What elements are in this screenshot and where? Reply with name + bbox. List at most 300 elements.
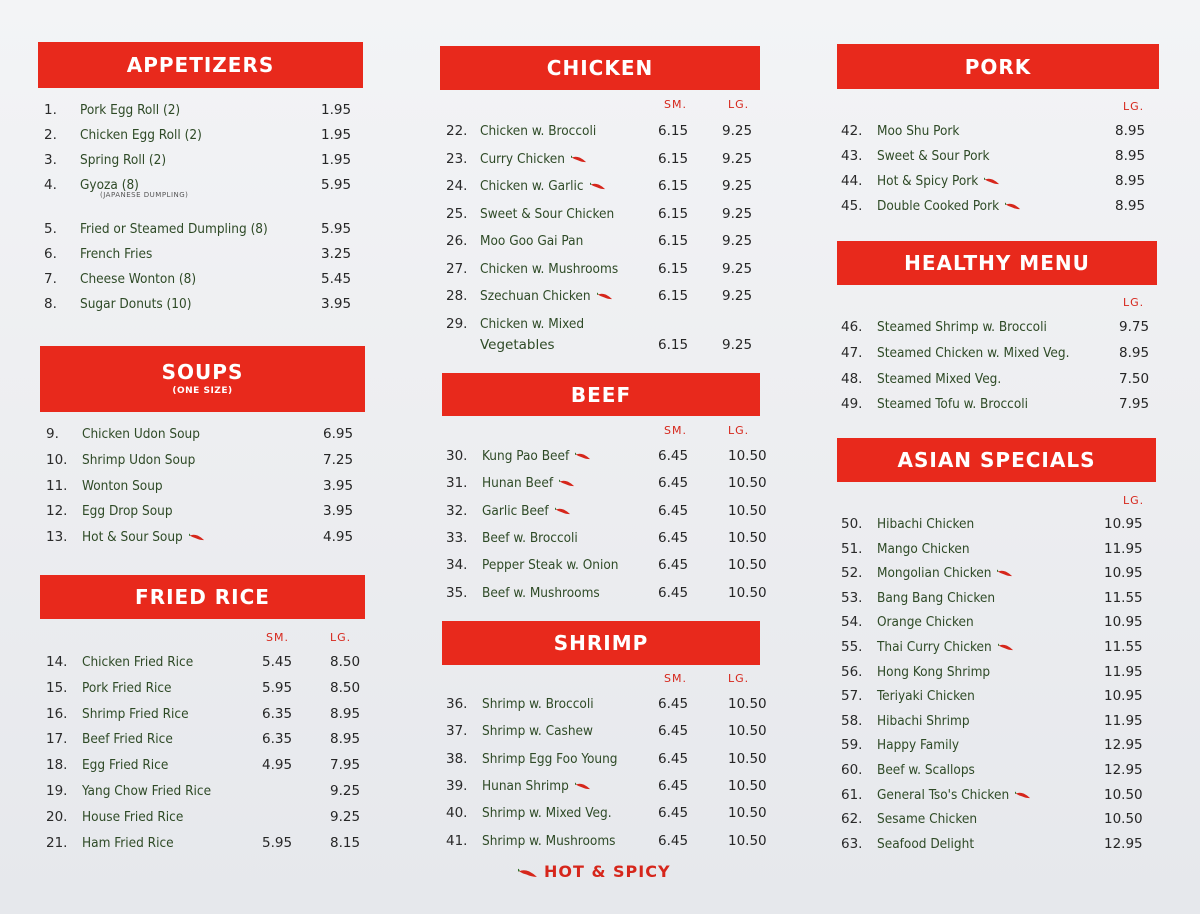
item-number: 7.	[44, 271, 57, 287]
item-name-text: Orange Chicken	[877, 614, 974, 631]
item-number: 30.	[446, 448, 468, 464]
item-price-small: 4.95	[262, 757, 293, 774]
menu-item-row	[44, 294, 356, 314]
item-name	[877, 196, 1021, 216]
beef-banner	[442, 373, 760, 416]
menu-item-row	[44, 219, 356, 239]
menu-item-row	[46, 501, 358, 521]
item-price-small: 6.35	[262, 731, 293, 748]
asian-title: ASIAN SPECIALS	[897, 448, 1096, 472]
item-name-text: Teriyaki Chicken	[877, 688, 975, 705]
item-price-small: 6.45	[658, 723, 689, 740]
item-price-large: 9.25	[722, 150, 753, 167]
item-price-large: 10.50	[728, 696, 767, 712]
hot-pepper-icon	[597, 292, 613, 300]
hot-pepper-icon	[997, 569, 1013, 577]
item-number: 19.	[46, 783, 68, 799]
menu-item-row	[841, 637, 1153, 657]
healthy-lg-header: LG.	[1123, 296, 1145, 309]
menu-item-row	[446, 446, 767, 466]
item-name	[877, 369, 1001, 389]
item-name-text: Hunan Shrimp	[482, 777, 569, 794]
item-number: 60.	[841, 762, 863, 778]
menu-item-row	[46, 704, 361, 724]
item-price-small: 6.45	[658, 502, 689, 519]
item-name-text: Chicken Udon Soup	[82, 426, 200, 442]
menu-item-row	[446, 501, 767, 521]
asian-section	[837, 438, 1156, 852]
asian-banner	[837, 438, 1156, 482]
item-name	[480, 149, 587, 169]
menu-item-row	[44, 150, 356, 170]
menu-item-row	[841, 785, 1153, 805]
item-name-text: Pepper Steak w. Onion	[482, 557, 619, 574]
item-name	[877, 612, 974, 632]
item-price: 7.95	[1119, 396, 1150, 413]
item-number: 63.	[841, 835, 863, 852]
fried-rice-lg-header: LG.	[330, 631, 352, 644]
item-number: 54.	[841, 614, 863, 631]
item-number: 11.	[46, 477, 68, 494]
menu-item-row	[446, 149, 754, 169]
item-name	[82, 476, 163, 496]
item-price-large: 10.50	[728, 502, 767, 519]
item-name-text: Hong Kong Shrimp	[877, 663, 991, 680]
menu-item-row	[841, 563, 1153, 583]
hot-pepper-icon	[1015, 791, 1031, 799]
item-name	[877, 563, 1013, 583]
item-name	[480, 121, 596, 141]
item-name-text: Wonton Soup	[82, 477, 163, 494]
item-note: (JAPANESE DUMPLING)	[100, 191, 189, 199]
item-price: 12.95	[1104, 835, 1143, 852]
item-name-text: Chicken w. Broccoli	[480, 123, 597, 139]
item-name	[482, 528, 578, 548]
menu-item-row	[841, 588, 1153, 608]
item-name	[82, 833, 174, 853]
item-price: 10.95	[1104, 516, 1143, 532]
item-name	[482, 803, 612, 823]
item-name-text: Beef w. Broccoli	[482, 529, 578, 546]
item-name-text: Steamed Shrimp w. Broccoli	[877, 319, 1047, 335]
item-name-text: Chicken Fried Rice	[82, 654, 194, 670]
hot-pepper-icon	[575, 452, 591, 460]
item-price-large: 8.95	[330, 705, 361, 722]
item-name-text: Shrimp w. Broccoli	[482, 696, 594, 712]
appetizers-title: APPETIZERS	[126, 53, 275, 77]
item-number: 33.	[446, 529, 468, 546]
item-number: 9.	[46, 426, 59, 442]
shrimp-lg-header: LG.	[728, 672, 750, 685]
menu-item-row	[46, 424, 358, 444]
menu-item-row	[44, 244, 356, 264]
menu-item-row	[841, 760, 1153, 780]
item-name-text: Steamed Mixed Veg.	[877, 370, 1002, 387]
item-number: 1.	[44, 102, 57, 118]
item-price-small: 6.45	[658, 777, 689, 794]
item-name-text: Szechuan Chicken	[480, 288, 591, 304]
shrimp-sm-header: SM.	[664, 672, 687, 685]
item-price-small: 6.45	[658, 750, 689, 767]
item-price-small: 6.15	[658, 233, 689, 249]
item-price-large: 10.50	[728, 584, 767, 601]
item-name-text: Mongolian Chicken	[877, 565, 992, 582]
item-number: 51.	[841, 540, 863, 557]
menu-item-row	[46, 678, 361, 698]
item-number: 16.	[46, 705, 68, 722]
menu-item-row	[46, 781, 361, 801]
item-name-text: Chicken w. Mushrooms	[480, 260, 619, 277]
item-name	[482, 501, 571, 521]
item-price-small: 6.35	[262, 705, 293, 722]
menu-item-row	[446, 694, 767, 714]
healthy-section	[837, 241, 1157, 413]
item-name-text: Garlic Beef	[482, 502, 549, 519]
item-number: 53.	[841, 589, 863, 606]
shrimp-section	[442, 621, 767, 849]
item-name	[480, 231, 583, 251]
item-number: 62.	[841, 811, 863, 828]
item-name	[80, 294, 191, 314]
menu-item-row	[841, 343, 1153, 363]
item-number: 4.	[44, 177, 57, 193]
item-price-large: 8.15	[330, 834, 361, 851]
item-name-text: Cheese Wonton (8)	[80, 271, 197, 287]
item-name-text: Spring Roll (2)	[80, 152, 167, 168]
item-name-text: Chicken w. Mixed	[480, 315, 585, 332]
item-name	[480, 314, 584, 334]
hot-pepper-icon	[571, 155, 587, 163]
item-price: 3.95	[323, 503, 354, 520]
item-number: 24.	[446, 178, 468, 194]
item-price-small: 6.45	[658, 584, 689, 601]
item-name-text: Hot & Sour Soup	[82, 529, 183, 546]
item-price: 3.95	[321, 296, 352, 312]
item-price-large: 10.50	[728, 723, 767, 740]
item-name	[877, 539, 970, 559]
item-price-small: 6.45	[658, 529, 689, 546]
chicken-banner	[440, 46, 760, 90]
item-number: 29.	[446, 315, 468, 332]
item-number: 28.	[446, 288, 468, 304]
item-price: 3.95	[323, 477, 354, 494]
item-name	[877, 834, 974, 854]
item-name	[482, 583, 600, 603]
item-price-small: 6.15	[658, 123, 689, 139]
fried-rice-title: FRIED RICE	[135, 585, 270, 609]
menu-item-row	[46, 450, 358, 470]
healthy-title: HEALTHY MENU	[904, 251, 1090, 275]
item-price: 8.95	[1119, 344, 1150, 361]
item-number: 22.	[446, 123, 468, 139]
item-name-text: Happy Family	[877, 737, 960, 754]
item-number: 50.	[841, 516, 863, 532]
item-name-text: Fried or Steamed Dumpling (8)	[80, 221, 268, 237]
item-number: 32.	[446, 502, 468, 519]
appetizers-section	[38, 42, 363, 312]
menu-item-row	[446, 721, 767, 741]
item-price-large: 10.50	[728, 529, 767, 546]
item-name	[82, 807, 183, 827]
hot-pepper-icon	[189, 533, 205, 541]
item-name-text: Moo Goo Gai Pan	[480, 233, 584, 249]
item-price: 10.50	[1104, 811, 1143, 828]
item-number: 2.	[44, 127, 57, 143]
item-price-large: 10.50	[728, 475, 767, 492]
item-number: 55.	[841, 639, 863, 655]
item-number: 56.	[841, 663, 863, 680]
appetizers-banner	[38, 42, 363, 88]
menu-item-row	[841, 612, 1153, 632]
fried-rice-sm-header: SM.	[266, 631, 289, 644]
item-number: 46.	[841, 319, 863, 335]
menu-item-row	[46, 476, 358, 496]
item-name-text: Shrimp w. Cashew	[482, 723, 593, 740]
menu-item-row	[44, 100, 356, 120]
item-number: 23.	[446, 150, 468, 167]
item-name-text: Moo Shu Pork	[877, 123, 960, 139]
item-name-text: Beef w. Mushrooms	[482, 584, 600, 601]
item-number: 57.	[841, 688, 863, 705]
item-name	[877, 146, 990, 166]
item-name-text: Kung Pao Beef	[482, 448, 570, 464]
menu-item-row	[446, 803, 767, 823]
item-number: 36.	[446, 696, 468, 712]
item-name	[482, 473, 575, 493]
hot-spicy-label: HOT & SPICY	[544, 862, 671, 881]
item-price: 1.95	[321, 127, 352, 143]
item-price: 5.45	[321, 271, 352, 287]
item-name	[80, 150, 166, 170]
item-price-small: 6.45	[658, 696, 689, 712]
item-name-text: Hibachi Shrimp	[877, 712, 970, 729]
item-price: 4.95	[323, 529, 354, 546]
item-number: 59.	[841, 737, 863, 754]
hot-pepper-icon	[555, 507, 571, 515]
item-name-text: House Fried Rice	[82, 808, 184, 825]
item-number: 43.	[841, 148, 863, 164]
item-name-text: Egg Fried Rice	[82, 757, 169, 774]
item-number: 49.	[841, 396, 863, 413]
item-number: 34.	[446, 557, 468, 574]
menu-item-row	[841, 171, 1153, 191]
item-number: 20.	[46, 808, 68, 825]
item-number: 40.	[446, 805, 468, 822]
beef-lg-header: LG.	[728, 424, 750, 437]
item-price: 3.25	[321, 246, 352, 262]
item-name-text: Steamed Chicken w. Mixed Veg.	[877, 344, 1070, 361]
item-price: 10.95	[1104, 565, 1143, 582]
item-price-large: 9.25	[722, 336, 753, 353]
item-name-text: Beef Fried Rice	[82, 731, 173, 748]
item-name-text: Chicken Egg Roll (2)	[80, 127, 202, 143]
item-name	[877, 343, 1069, 363]
item-name	[482, 776, 591, 796]
menu-item-row	[46, 833, 361, 853]
menu-item-row	[841, 686, 1153, 706]
pork-section	[837, 44, 1159, 214]
item-name	[82, 704, 189, 724]
menu-item-row	[446, 831, 767, 851]
item-name	[82, 652, 193, 672]
item-price: 9.75	[1119, 319, 1150, 335]
item-name	[482, 749, 618, 769]
menu-item-row	[446, 473, 767, 493]
menu-item-row	[446, 121, 754, 141]
fried-rice-section	[40, 575, 365, 851]
item-price-small: 5.95	[262, 679, 293, 696]
soups-subtitle: (ONE SIZE)	[172, 386, 233, 396]
item-price-small: 6.45	[658, 448, 689, 464]
chicken-sm-header: SM.	[664, 98, 687, 111]
hot-pepper-icon	[998, 643, 1014, 651]
item-name-text: Sugar Donuts (10)	[80, 296, 192, 312]
item-price: 12.95	[1104, 737, 1143, 754]
soups-title: SOUPS	[161, 360, 244, 384]
item-price-large: 10.50	[728, 448, 767, 464]
item-name	[82, 781, 211, 801]
item-price: 5.95	[321, 221, 352, 237]
item-price: 10.95	[1104, 688, 1143, 705]
item-name-text: Egg Drop Soup	[82, 503, 173, 520]
item-number: 38.	[446, 750, 468, 767]
item-name	[480, 286, 613, 306]
pork-banner	[837, 44, 1159, 89]
fried-rice-banner	[40, 575, 365, 619]
item-number: 47.	[841, 344, 863, 361]
hot-pepper-icon	[575, 782, 591, 790]
item-price-large: 9.25	[722, 178, 753, 194]
item-name	[482, 721, 593, 741]
menu-item-row	[841, 121, 1153, 141]
hot-pepper-icon	[559, 479, 575, 487]
item-name-text: Shrimp Egg Foo Young	[482, 750, 618, 767]
item-number: 27.	[446, 260, 468, 277]
item-price-large: 9.25	[330, 783, 361, 799]
menu-item-row	[446, 314, 754, 353]
menu-item-row	[841, 317, 1153, 337]
item-number: 3.	[44, 152, 57, 168]
item-name	[877, 735, 959, 755]
item-name-text: Curry Chicken	[480, 150, 565, 167]
hot-pepper-icon	[590, 182, 606, 190]
item-name-text: Steamed Tofu w. Broccoli	[877, 396, 1029, 413]
item-number: 10.	[46, 451, 68, 468]
item-price-large: 7.95	[330, 757, 361, 774]
item-price-large: 9.25	[330, 808, 361, 825]
item-name	[82, 729, 173, 749]
menu-item-row	[841, 369, 1153, 389]
menu-item-row	[841, 662, 1153, 682]
asian-lg-header: LG.	[1123, 494, 1145, 507]
menu-item-row	[841, 834, 1153, 854]
item-number: 61.	[841, 786, 863, 803]
item-price-large: 10.50	[728, 557, 767, 574]
menu-item-row	[446, 286, 754, 306]
item-name-text: Seafood Delight	[877, 835, 975, 852]
beef-sm-header: SM.	[664, 424, 687, 437]
item-price-small: 6.15	[658, 150, 689, 167]
item-name	[877, 760, 975, 780]
item-price: 11.95	[1104, 712, 1143, 729]
item-name	[82, 501, 173, 521]
shrimp-banner	[442, 621, 760, 665]
item-price: 5.95	[321, 177, 352, 193]
soups-banner	[40, 346, 365, 412]
item-name	[480, 176, 606, 196]
item-name	[482, 694, 594, 714]
item-number: 12.	[46, 503, 68, 520]
item-name-text: French Fries	[80, 246, 153, 262]
menu-item-row	[841, 394, 1153, 414]
item-number: 8.	[44, 296, 57, 312]
item-price: 6.95	[323, 426, 354, 442]
item-name	[82, 678, 172, 698]
item-name-text: Mango Chicken	[877, 540, 970, 557]
menu-item-row	[446, 776, 767, 796]
item-number: 39.	[446, 777, 468, 794]
item-number: 17.	[46, 731, 68, 748]
item-name	[877, 121, 959, 141]
item-price: 10.50	[1104, 786, 1143, 803]
item-number: 35.	[446, 584, 468, 601]
item-price: 11.55	[1104, 589, 1143, 606]
item-name	[80, 219, 268, 239]
item-number: 18.	[46, 757, 68, 774]
item-price-large: 9.25	[722, 123, 753, 139]
item-name	[877, 809, 977, 829]
item-number: 21.	[46, 834, 68, 851]
item-price: 10.95	[1104, 614, 1143, 631]
item-number: 41.	[446, 832, 468, 849]
hot-pepper-icon	[518, 868, 538, 878]
item-price-small: 6.45	[658, 805, 689, 822]
item-name	[80, 269, 196, 289]
menu-item-row	[46, 807, 361, 827]
item-price: 1.95	[321, 102, 352, 118]
item-name-text: Beef w. Scallops	[877, 762, 975, 778]
item-name	[82, 424, 200, 444]
item-price-small: 6.45	[658, 557, 689, 574]
item-name	[82, 527, 205, 547]
menu-item-row	[44, 175, 356, 199]
item-price: 11.95	[1104, 540, 1143, 557]
menu-item-row	[46, 652, 361, 672]
item-name-text: Sweet & Sour Pork	[877, 148, 990, 164]
menu-item-row	[446, 259, 754, 279]
item-number: 5.	[44, 221, 57, 237]
item-number: 26.	[446, 233, 468, 249]
item-name-text: General Tso's Chicken	[877, 786, 1010, 803]
item-price-small: 6.15	[658, 178, 689, 194]
item-name-text: Gyoza (8)	[80, 177, 139, 193]
item-price-small: 6.15	[658, 260, 689, 277]
item-price: 7.50	[1119, 370, 1150, 387]
menu-item-row	[46, 755, 361, 775]
menu-item-row	[46, 527, 358, 547]
item-name	[877, 686, 975, 706]
menu-item-row	[446, 176, 754, 196]
item-price-large: 9.25	[722, 205, 753, 222]
item-price: 8.95	[1115, 148, 1146, 164]
item-number: 45.	[841, 198, 863, 214]
item-number: 6.	[44, 246, 57, 262]
item-price-large: 10.50	[728, 832, 767, 849]
menu-item-row	[841, 196, 1153, 216]
menu-item-row	[446, 555, 767, 575]
item-number: 42.	[841, 123, 863, 139]
item-name-text: Shrimp Udon Soup	[82, 451, 196, 468]
